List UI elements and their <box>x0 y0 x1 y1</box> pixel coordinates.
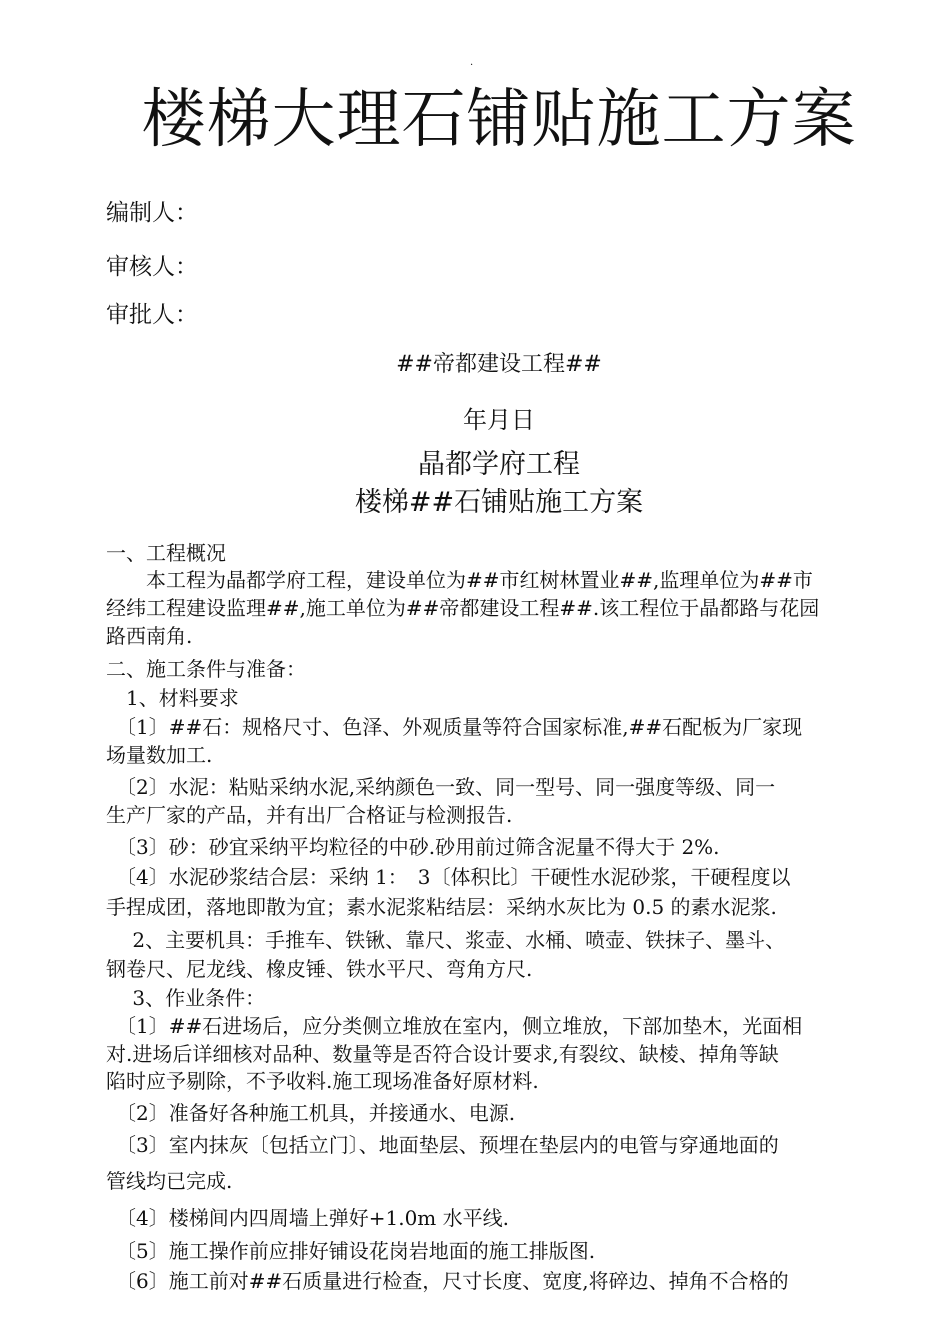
project-name: 晶都学府工程 <box>418 449 580 480</box>
section1-paragraph-line2: 经纬工程建设监理##,施工单位为##帝都建设工程##.该工程位于晶都路与花园 <box>106 596 820 620</box>
condition3-line2: 管线均已完成. <box>106 1169 233 1193</box>
document-subtitle: 楼梯##石铺贴施工方案 <box>354 487 644 518</box>
organization: ##帝都建设工程## <box>396 352 602 377</box>
section2-heading: 二、施工条件与准备： <box>106 657 306 681</box>
approver-label: 审批人： <box>106 302 198 328</box>
material-item2-line2: 生产厂家的产品，并有出厂合格证与检测报告. <box>106 803 513 827</box>
condition1-line3: 陷时应予剔除，不予收料.施工现场准备好原材料. <box>106 1069 539 1093</box>
cover-title: 楼梯大理石铺贴施工方案 <box>141 83 857 157</box>
work-conditions-heading: 3、作业条件： <box>106 986 266 1010</box>
section1-paragraph-line1: 本工程为晶都学府工程，建设单位为##市红树林置业##,监理单位为##市 <box>106 568 813 592</box>
section1-paragraph-line3: 路西南角. <box>106 624 193 648</box>
cover-date: 年月日 <box>463 406 535 434</box>
condition2: 〔2〕准备好各种施工机具，并接通水、电源. <box>106 1101 516 1125</box>
condition3-line1: 〔3〕室内抹灰〔包括立门〕、地面垫层、预埋在垫层内的电管与穿通地面的 <box>106 1133 779 1157</box>
material-requirements-heading: 1、材料要求 <box>106 686 239 710</box>
condition4: 〔4〕楼梯间内四周墙上弹好+1.0m 水平线. <box>106 1206 509 1230</box>
reviewer-label: 审核人： <box>106 254 198 280</box>
main-tools-line1: 2、主要机具：手推车、铁锹、靠尺、浆壶、水桶、喷壶、铁抹子、墨斗、 <box>106 928 786 952</box>
condition1-line1: 〔1〕##石进场后，应分类侧立堆放在室内，侧立堆放，下部加垫木，光面相 <box>106 1014 803 1038</box>
condition1-line2: 对.进场后详细核对品种、数量等是否符合设计要求,有裂纹、缺棱、掉角等缺 <box>106 1042 779 1066</box>
material-item4-line1: 〔4〕水泥砂浆结合层：采纳 1： 3〔体积比〕干硬性水泥砂浆，干硬程度以 <box>106 865 791 889</box>
compiler-label: 编制人： <box>106 200 198 226</box>
main-tools-line2: 钢卷尺、尼龙线、橡皮锤、铁水平尺、弯角方尺. <box>106 957 533 981</box>
section1-heading: 一、工程概况 <box>106 541 226 565</box>
condition6: 〔6〕施工前对##石质量进行检查，尺寸长度、宽度,将碎边、掉角不合格的 <box>106 1269 789 1293</box>
material-item2-line1: 〔2〕水泥：粘贴采纳水泥,采纳颜色一致、同一型号、同一强度等级、同一 <box>106 775 776 799</box>
condition5: 〔5〕施工操作前应排好铺设花岗岩地面的施工排版图. <box>106 1239 596 1263</box>
material-item1-line1: 〔1〕##石：规格尺寸、色泽、外观质量等符合国家标准,##石配板为厂家现 <box>106 715 803 739</box>
material-item3: 〔3〕砂：砂宜采纳平均粒径的中砂.砂用前过筛含泥量不得大于 2%. <box>106 835 720 859</box>
header-dot: . <box>470 57 474 68</box>
material-item4-line2: 手捏成团，落地即散为宜；素水泥浆粘结层：采纳水灰比为 0.5 的素水泥浆. <box>106 895 777 919</box>
material-item1-line2: 场量数加工. <box>106 743 213 767</box>
